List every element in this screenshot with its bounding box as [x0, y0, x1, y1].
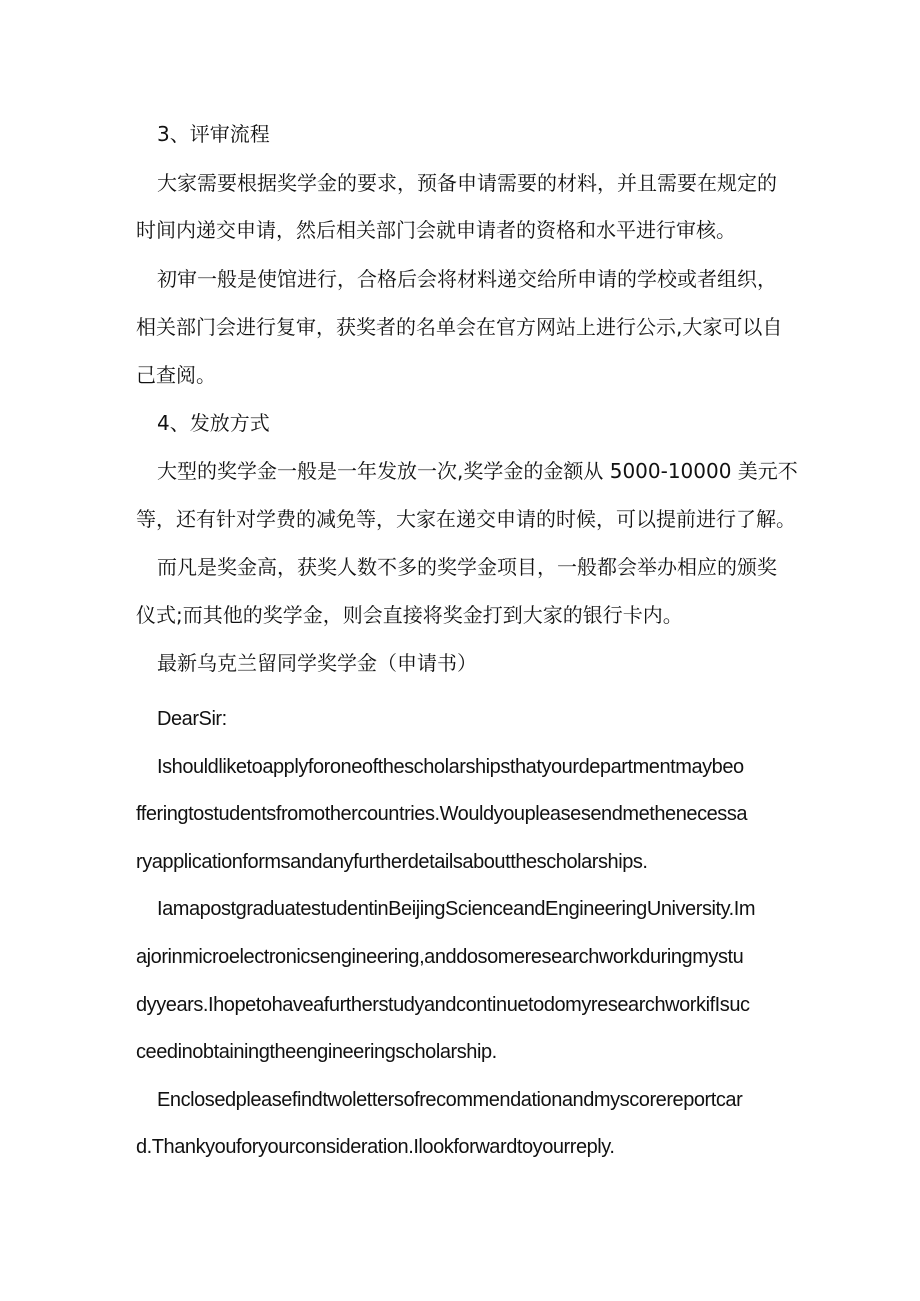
letter-line: Ishouldliketoapplyforoneofthescholarshipsthatyourdepartmentmaybeo — [157, 756, 744, 778]
letter-title: 最新乌克兰留同学奖学金（申请书） — [157, 651, 477, 675]
paragraph-line: 相关部门会进行复审，获奖者的名单会在官方网站上进行公示,大家可以自 — [136, 315, 783, 339]
letter-line: IamapostgraduatestudentinBeijingScienceandEngineeringUniversity.Im — [157, 898, 756, 920]
letter-line: ceedinobtainingtheengineeringscholarship. — [136, 1041, 497, 1063]
letter-line: ajorinmicroelectronicsengineering,anddosomeresearchworkduringmystu — [136, 946, 744, 968]
letter-line: fferingtostudentsfromothercountries.Wouldyoupleasesendmethenecessa — [136, 803, 748, 825]
section-heading-distribution: 4、发放方式 — [157, 411, 270, 435]
section-heading-review-process: 3、评审流程 — [157, 122, 270, 146]
paragraph-line: 等，还有针对学费的减免等，大家在递交申请的时候，可以提前进行了解。 — [136, 507, 796, 531]
letter-line: Enclosedpleasefindtwolettersofrecommendationandmyscorereportcar — [157, 1089, 743, 1111]
paragraph-line: 而凡是奖金高，获奖人数不多的奖学金项目，一般都会举办相应的颁奖 — [157, 555, 777, 579]
letter-line: dyyears.IhopetohaveafurtherstudyandcontinuetodomyresearchworkifIsuc — [136, 994, 750, 1016]
paragraph-line: 仪式;而其他的奖学金，则会直接将奖金打到大家的银行卡内。 — [136, 603, 683, 627]
letter-line: ryapplicationformsandanyfurtherdetailsaboutthescholarships. — [136, 851, 648, 873]
letter-line: d.Thankyouforyourconsideration.Ilookforwardtoyourreply. — [136, 1136, 615, 1158]
paragraph-line: 时间内递交申请，然后相关部门会就申请者的资格和水平进行审核。 — [136, 218, 736, 242]
paragraph-line: 己查阅。 — [136, 363, 216, 387]
paragraph-line: 初审一般是使馆进行，合格后会将材料递交给所申请的学校或者组织， — [157, 267, 777, 291]
paragraph-line: 大型的奖学金一般是一年发放一次,奖学金的金额从 5000-10000 美元不 — [157, 459, 798, 483]
paragraph-line: 大家需要根据奖学金的要求，预备申请需要的材料，并且需要在规定的 — [157, 171, 777, 195]
letter-greeting: DearSir: — [157, 708, 227, 730]
